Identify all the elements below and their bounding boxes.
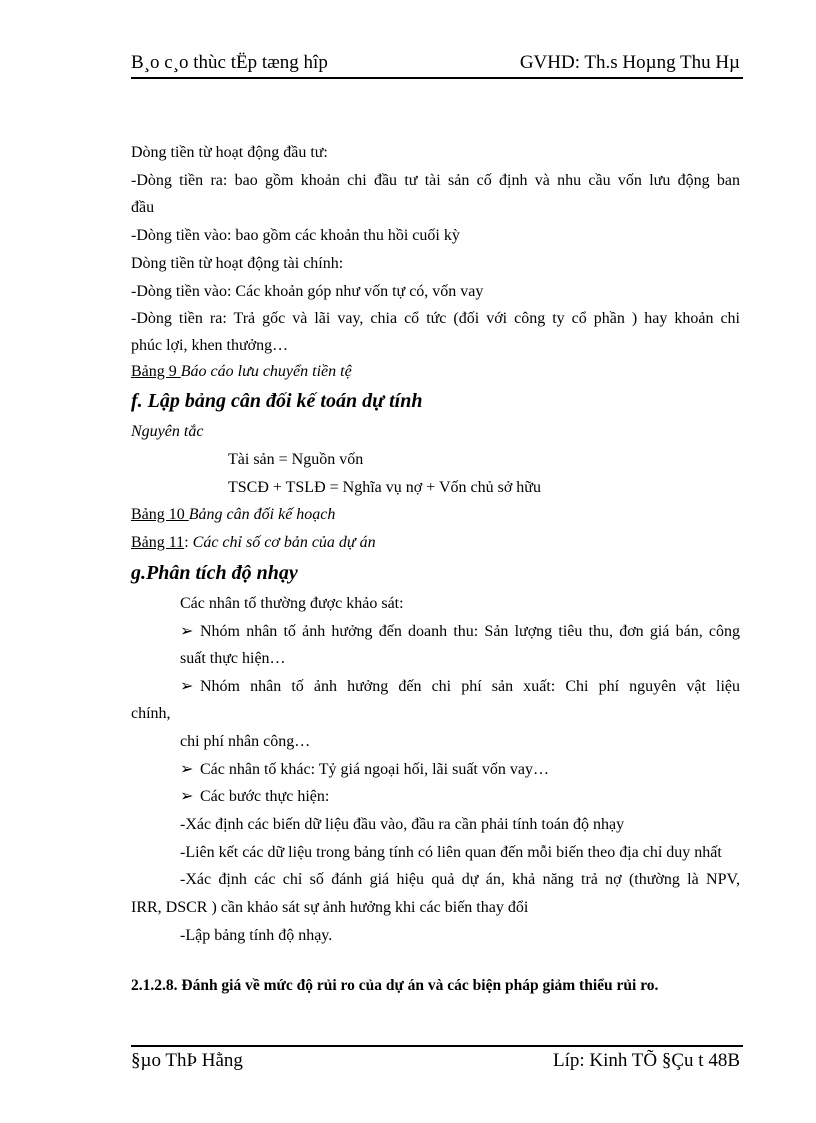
page-footer xyxy=(131,1050,740,1074)
arrow-bullet-icon: ➢ xyxy=(180,678,194,695)
header-rule xyxy=(131,77,743,79)
heading-f: f. Lập bảng cân đối kế toán dự tính xyxy=(131,390,423,412)
text-line: đầu xyxy=(131,199,155,216)
text-line: -Dòng tiền ra: bao gồm khoản chi đầu tư tài sản cố định và nhu cầu vốn lưu động ban xyxy=(131,172,740,189)
text-line: suất thực hiện… xyxy=(180,650,286,667)
bullet-item: ➢ Nhóm nhân tố ảnh hưởng đến chi phí sản xuất: Chi phí nguyên vật liệu xyxy=(180,678,740,695)
text-line: -Lập bảng tính độ nhạy. xyxy=(180,927,333,944)
text-line: IRR, DSCR ) cần khảo sát sự ảnh hưởng khi các biến thay đổi xyxy=(131,899,529,916)
footer-rule xyxy=(131,1045,743,1047)
text-line: chính, xyxy=(131,705,171,722)
text-line: -Xác định các chỉ số đánh giá hiệu quả dự án, khả năng trả nợ (thường là NPV, xyxy=(180,871,740,888)
arrow-bullet-icon: ➢ xyxy=(180,623,194,640)
table-title: Các chỉ số cơ bản của dự án xyxy=(192,534,376,551)
bullet-item: ➢ Nhóm nhân tố ảnh hưởng đến doanh thu: Sản lượng tiêu thu, đơn giá bán, công xyxy=(180,623,740,640)
heading-g: g.Phân tích độ nhạy xyxy=(131,562,298,584)
header-left: B¸o c¸o thùc tËp tæng hîp xyxy=(131,52,328,73)
text-line: -Xác định các biến dữ liệu đầu vào, đầu ra cần phải tính toán độ nhạy xyxy=(180,816,625,833)
bullet-item: ➢ Các nhân tố khác: Tỷ giá ngoại hối, lãi suất vốn vay… xyxy=(180,761,549,778)
formula-2: TSCĐ + TSLĐ = Nghĩa vụ nợ + Vốn chủ sở hữu xyxy=(228,479,541,496)
text-line: phúc lợi, khen thưởng… xyxy=(131,337,289,354)
arrow-bullet-icon: ➢ xyxy=(180,788,194,805)
table-sep: : xyxy=(184,534,193,551)
text-line: Các nhân tố thường được khảo sát: xyxy=(180,595,404,612)
footer-left: §µo ThÞ Hằng xyxy=(131,1050,243,1071)
principle-label: Nguyên tắc xyxy=(131,423,204,440)
text-line: -Liên kết các dữ liệu trong bảng tính có liên quan đến mỗi biến theo địa chỉ duy nhất xyxy=(180,844,722,861)
text-line: Dòng tiền từ hoạt động đầu tư: xyxy=(131,144,328,161)
table-title: Bảng cân đối kế hoạch xyxy=(188,506,336,523)
table-label: Bảng 11 xyxy=(131,534,185,551)
arrow-bullet-icon: ➢ xyxy=(180,761,194,778)
formula-1: Tài sản = Nguồn vốn xyxy=(228,451,364,468)
section-heading: 2.1.2.8. Đánh giá về mức độ rủi ro của dự án và các biện pháp giảm thiểu rủi ro. xyxy=(131,977,659,994)
table-caption-9 xyxy=(131,362,352,382)
text-line: chi phí nhân công… xyxy=(180,733,311,750)
text-line: -Dòng tiền vào: Các khoản góp như vốn tự có, vốn vay xyxy=(131,283,484,300)
table-label: Bảng 9 xyxy=(131,363,181,380)
bullet-item: ➢ Các bước thực hiện: xyxy=(180,788,330,805)
page-header xyxy=(131,52,740,76)
table-caption-11 xyxy=(131,533,376,553)
text-line: Dòng tiền từ hoạt động tài chính: xyxy=(131,255,344,272)
header-right: GVHD: Th.s Hoµng Thu Hµ xyxy=(519,52,740,73)
table-label: Bảng 10 xyxy=(131,506,189,523)
table-title: Báo cáo lưu chuyển tiền tệ xyxy=(180,363,352,380)
text-line: -Dòng tiền ra: Trả gốc và lãi vay, chia cổ tức (đối với công ty cổ phần ) hay khoản chi xyxy=(131,310,740,327)
text-line: -Dòng tiền vào: bao gồm các khoản thu hồi cuối kỳ xyxy=(131,227,460,244)
footer-right: Líp: Kinh TÕ §Çu t 48B xyxy=(552,1050,740,1071)
table-caption-10 xyxy=(131,505,335,525)
